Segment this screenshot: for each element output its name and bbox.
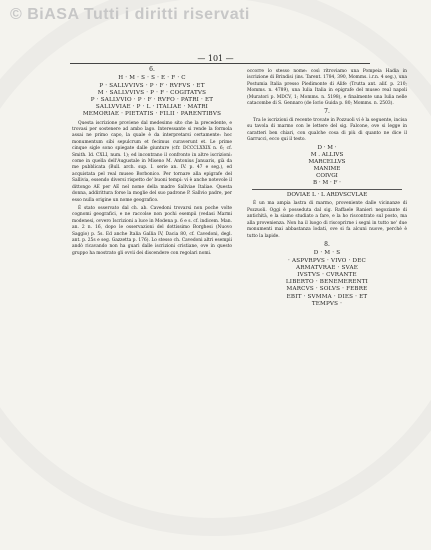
inscription-line: MARCVS · SOLVS · FEBRE [286, 286, 368, 293]
inscription-line: P · SALLVVIVS · P · F · RVFVS · ET [99, 82, 205, 89]
inscription-line: LIBERTO · BENEMERENTI [285, 279, 369, 286]
epitaph-line: MARCELLVS [308, 159, 346, 166]
inscription-line: IVSTVS · CVRANTE [297, 271, 357, 278]
inscription-line: P · SALLVVIO · P · F · RVFO · PATRI · ET [90, 97, 214, 104]
section-number: 8. [324, 240, 330, 248]
paragraph: Questa iscrizione proviene dal medesimo sito che la precedente, e trovasi per sostenere ad ambo lago. Interessante si rende la formola assai ne primo capo, la quale è da interpretarsi certamente: hoc monumentum sibi sepulcrum et fecimus curaverunt et. Le prime cinque sigle sono spiegate dalle giunture (cfr. DCCCLXXIX n. 6; cf. Smith. Id. CXLI, num. 1); ed incontrano il confronto in altre iscrizioni: come in quella dell'Augustale in Miseno M. Antonius Januaris, già da me pubblicata (Bull. arch. sup. I. serie an. IV. p. 47 e seg.), ed acquistata pel real museo Borbonico. Per tornare alla epigrafe del Sallivia, essendo diversi rispetto de' buoni tempi: vi è anche notevole il dittongo AE per AE nel nome della madre Sallviae Italiae. Questa donna, addirittura forse la moglie del suo padrone P. Sallvio padre, per esso nulla origine un nome geografico. [72, 120, 232, 203]
inscription-line: ARMATVRAE · SVAE [296, 264, 358, 271]
section-number: 7. [324, 108, 330, 116]
inscription-line: D · M · S [313, 250, 341, 257]
paragraph: occorre lo stesso nome: così ritroviamo una Pompeia Hadia in iscrizione di Brindisi (ins. Tarent. 1784, 390, Momms. i.r.n. 4 seg.), una Postumia Italia presso Piedimonte di Alife (Trutta ant. alif. p. 210; Momms. n. 4789), una Iulia Italia in epigrafe del museo real napoli (Muratori p. MDCV, 1; Momms. n. 5198), e finalmente una Iulia nelle catacombe di S. Gennaro (de Iorio Guida p. 80; Momms. n. 2503). [247, 69, 407, 107]
inscription-line: · ASPVRPVS · VIVO · DEC [288, 257, 366, 264]
page-number: — 101 — [197, 54, 234, 63]
header-rule [70, 63, 370, 64]
epitaph-line: B · M · F · [313, 180, 341, 187]
inscription-line: SALLVVIAE · P · L · ITALIAE · MATRI [95, 104, 209, 111]
paragraph: È stato osservato dal ch. ab. Cavedoni trovarsi non poche volte cognomi geografici, e ne raccolse non pochi esempii (vedasi Marmi modenesi, ovvero Iscrizioni a luce in Modena p. 6 e s. cf. indicem. Man. an. 2 n. 16, dopo le osservazioni del dottissimo Borghesi (Nuovo Saggio) p. 5s. Ed anche Italia Gallia IV, Dacia 80, cf. Cavedoni, degl. ant. p. 25s e seg. Gazzetta p. 176). Lo stesso ch. Cavedoni altri esempii andò ricavando non ha guari dalle iscrizioni cristiane, ove in questo gruppo ha mostrato gli ovvii dei discendere con regolari nomi. [72, 205, 232, 256]
epitaph-line: D · M · [317, 145, 337, 152]
paragraph: Tra le iscrizioni di recente trovate in Pozzuoli vi è la seguente, incisa su tavola di marmo con le lettere del sig. Falcone, ove si legge in caratteri ben chiari, con qualche cosa di più di quanto ne dice il Garrucci, ecco qui il testo. [247, 117, 407, 143]
watermark-text: © BiASA Tutti i diritti riservati [10, 6, 250, 23]
inscription-line: H · M · S · S · E · F · C [118, 75, 186, 82]
inscription-line: MEMORIAE · PIETATIS · FILII · PARENTIBVS [82, 111, 222, 118]
epitaph-line: COIVGI [316, 173, 338, 180]
epitaph-line: MANIME [313, 166, 341, 173]
inscription-line: TEMPVS · [311, 300, 343, 307]
section-number: 6. [149, 66, 155, 73]
left-column [72, 67, 232, 259]
inscription-line: M · SALLVVIVS · P · F · COGITATVS [97, 89, 207, 96]
epitaph-7 [247, 145, 407, 199]
right-column [247, 67, 407, 308]
epitaph-footer: DOVIAE L · L ARDVSCVLAE [286, 192, 368, 199]
epitaph-divider [252, 189, 402, 190]
inscription-6 [72, 75, 232, 118]
inscription-8 [247, 250, 407, 308]
paragraph: È un ma ampia lastra di marmo, proveniente dalle vicinanze di Pozzuoli. Oggi è posseduta dal sig. Raffaele Ranieri negoziante di antichità, e la siamo studiato a fare, e la ho riscontrato sul posto, ma alla provenienza. Non ha il luogo di riscoprirne i segni in tutto ne' due monumenti mai abbastanza lodati, ove si fa alcuni nuove, perchè è tutto la lapide. [247, 201, 407, 239]
epitaph-line: M . ALLIVS [310, 152, 344, 159]
inscription-line: EBIT · SVMMA · DIES · ET [286, 293, 368, 300]
